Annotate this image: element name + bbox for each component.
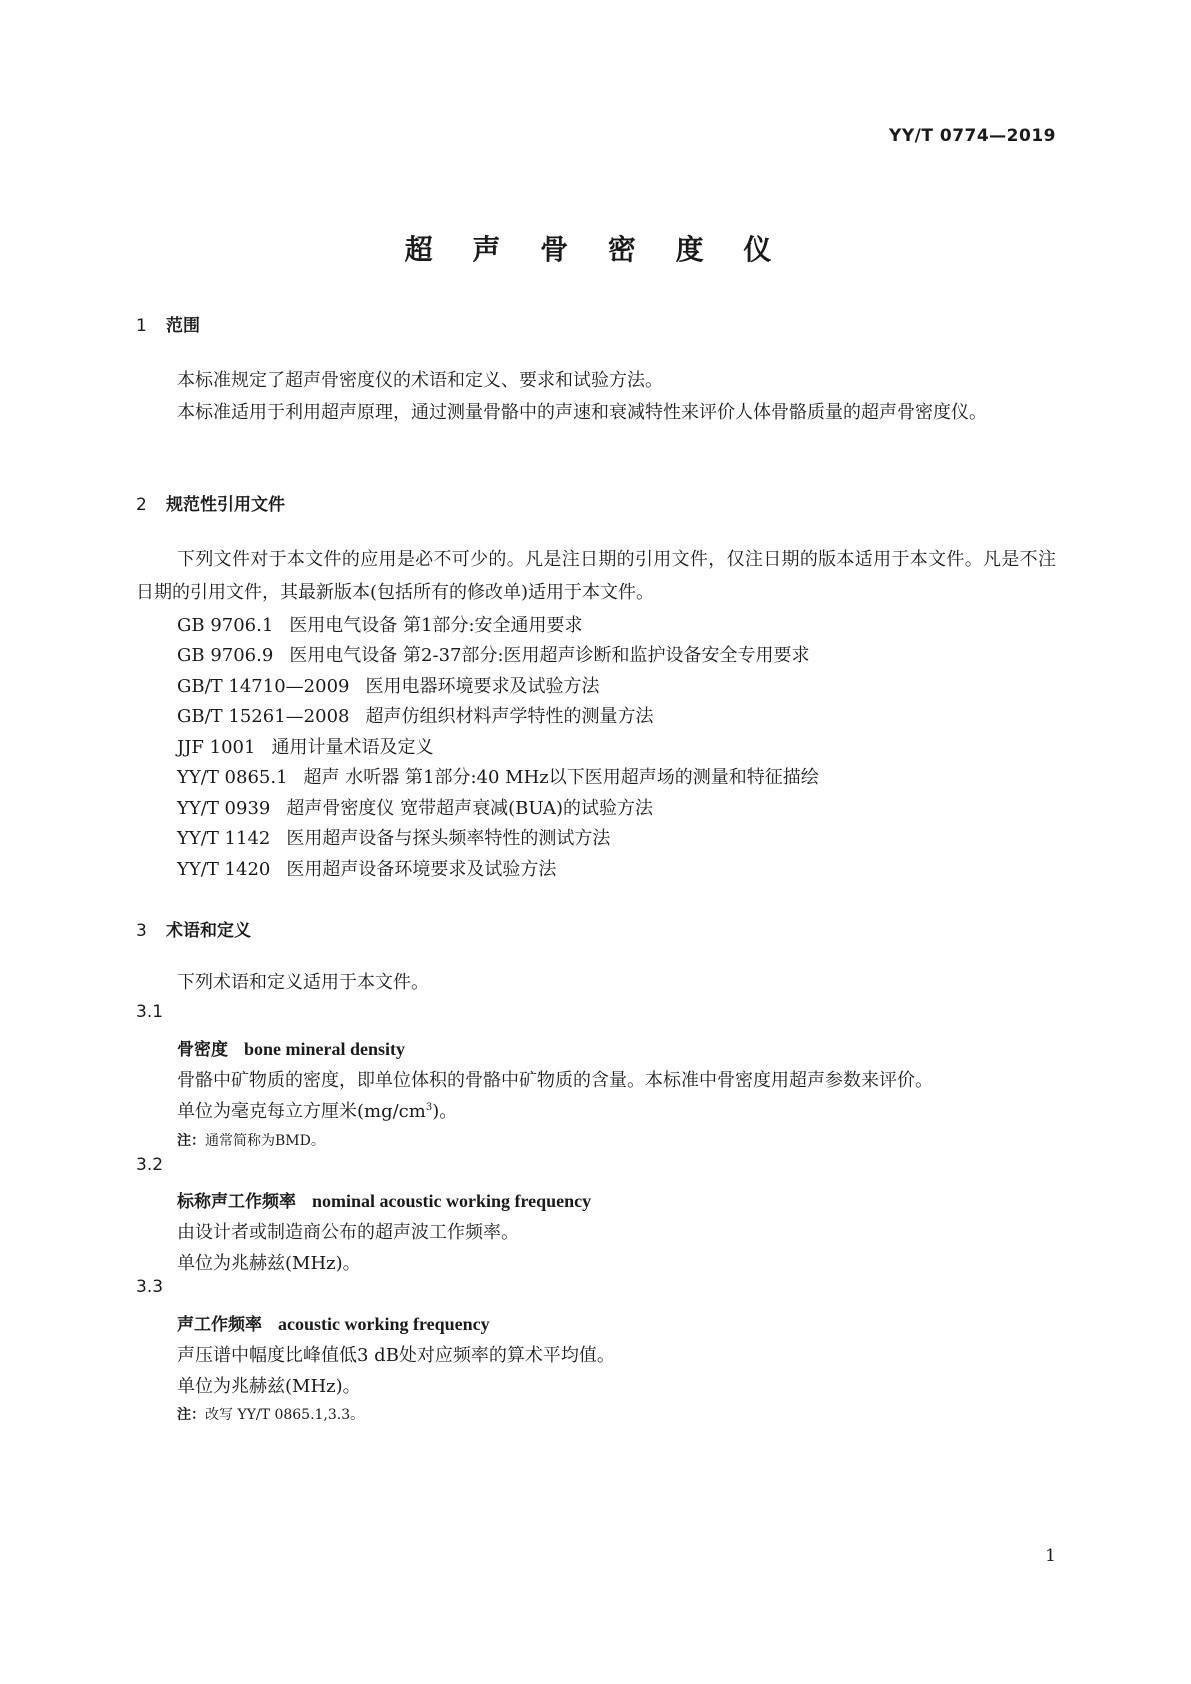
unit-text: 单位为毫克每立方厘米(mg/cm (177, 1101, 426, 1122)
paragraph: 本标准适用于利用超声原理，通过测量骨骼中的声速和衰减特性来评价人体骨骼质量的超声骨密度仪。 (177, 402, 987, 423)
page-number: 1 (1045, 1546, 1056, 1566)
reference-item (177, 672, 599, 698)
term-unit: 单位为兆赫兹(MHz)。 (177, 1376, 361, 1397)
reference-title: 通用计量术语及定义 (271, 737, 434, 758)
term-unit (177, 1097, 457, 1123)
term-en: nominal acoustic working frequency (312, 1191, 592, 1211)
reference-code: YY/T 1142 (177, 828, 271, 849)
term-number: 3.1 (136, 1002, 164, 1022)
section-title: 术语和定义 (166, 921, 251, 941)
reference-code: GB 9706.1 (177, 615, 274, 636)
note-text: 通常简称为BMD。 (205, 1133, 325, 1149)
term-definition: 声压谱中幅度比峰值低3 dB处对应频率的算术平均值。 (177, 1345, 615, 1366)
reference-item (177, 611, 583, 637)
reference-title: 超声仿组织材料声学特性的测量方法 (365, 706, 654, 727)
paragraph: 下列文件对于本文件的应用是必不可少的。凡是注日期的引用文件，仅注日期的版本适用于本文件。凡是不注日期的引用文件，其最新版本(包括所有的修改单)适用于本文件。 (136, 549, 1056, 603)
term-zh: 标称声工作频率 (177, 1192, 296, 1212)
reference-title: 医用超声设备与探头频率特性的测试方法 (286, 828, 611, 849)
reference-title: 超声 水听器 第1部分:40 MHz以下医用超声场的测量和特征描绘 (303, 767, 819, 788)
reference-title: 医用电器环境要求及试验方法 (365, 676, 600, 697)
section-title: 范围 (166, 316, 200, 336)
reference-item (177, 855, 556, 881)
reference-title: 医用电气设备 第1部分:安全通用要求 (289, 615, 583, 636)
reference-code: YY/T 0865.1 (177, 767, 288, 788)
reference-item (177, 824, 610, 850)
page-title: 超 声 骨 密 度 仪 (404, 233, 787, 266)
unit-superscript: 3 (425, 1102, 433, 1113)
term-number: 3.3 (136, 1277, 164, 1297)
term-heading (177, 1310, 490, 1335)
reference-code: JJF 1001 (177, 737, 256, 758)
term-heading (177, 1035, 405, 1060)
term-en: acoustic working frequency (278, 1314, 490, 1334)
reference-item (177, 733, 433, 759)
term-definition: 骨骼中矿物质的密度，即单位体积的骨骼中矿物质的含量。本标准中骨密度用超声参数来评价。 (177, 1070, 933, 1091)
section-number: 3 (136, 921, 147, 941)
paragraph: 本标准规定了超声骨密度仪的术语和定义、要求和试验方法。 (177, 370, 663, 391)
term-heading (177, 1187, 591, 1212)
reference-item (177, 641, 810, 667)
term-note (177, 1130, 325, 1150)
note-label: 注： (177, 1407, 205, 1423)
term-zh: 声工作频率 (177, 1315, 262, 1335)
unit-text-end: )。 (432, 1101, 458, 1122)
note-text: 改写 YY/T 0865.1,3.3。 (205, 1407, 365, 1423)
term-definition: 由设计者或制造商公布的超声波工作频率。 (177, 1222, 519, 1243)
term-zh: 骨密度 (177, 1040, 228, 1060)
term-number: 3.2 (136, 1155, 164, 1175)
reference-code: YY/T 1420 (177, 859, 271, 880)
section-1-heading (136, 311, 200, 336)
reference-code: GB/T 15261—2008 (177, 706, 350, 727)
reference-title: 医用超声设备环境要求及试验方法 (286, 859, 557, 880)
reference-code: GB/T 14710—2009 (177, 676, 350, 697)
paragraph: 下列术语和定义适用于本文件。 (177, 972, 429, 993)
reference-code: GB 9706.9 (177, 645, 274, 666)
section-title: 规范性引用文件 (166, 495, 285, 515)
reference-title: 超声骨密度仪 宽带超声衰减(BUA)的试验方法 (286, 798, 653, 819)
section-number: 1 (136, 316, 147, 336)
note-label: 注： (177, 1133, 205, 1149)
reference-item (177, 763, 819, 789)
term-unit: 单位为兆赫兹(MHz)。 (177, 1253, 361, 1274)
term-en: bone mineral density (244, 1039, 406, 1059)
section-2-heading (136, 490, 285, 515)
reference-item (177, 702, 653, 728)
reference-item (177, 794, 653, 820)
standard-code: YY/T 0774—2019 (889, 126, 1056, 146)
section-3-heading (136, 916, 251, 941)
section-number: 2 (136, 495, 147, 515)
reference-title: 医用电气设备 第2-37部分:医用超声诊断和监护设备安全专用要求 (289, 645, 810, 666)
term-note (177, 1404, 364, 1424)
reference-code: YY/T 0939 (177, 798, 271, 819)
